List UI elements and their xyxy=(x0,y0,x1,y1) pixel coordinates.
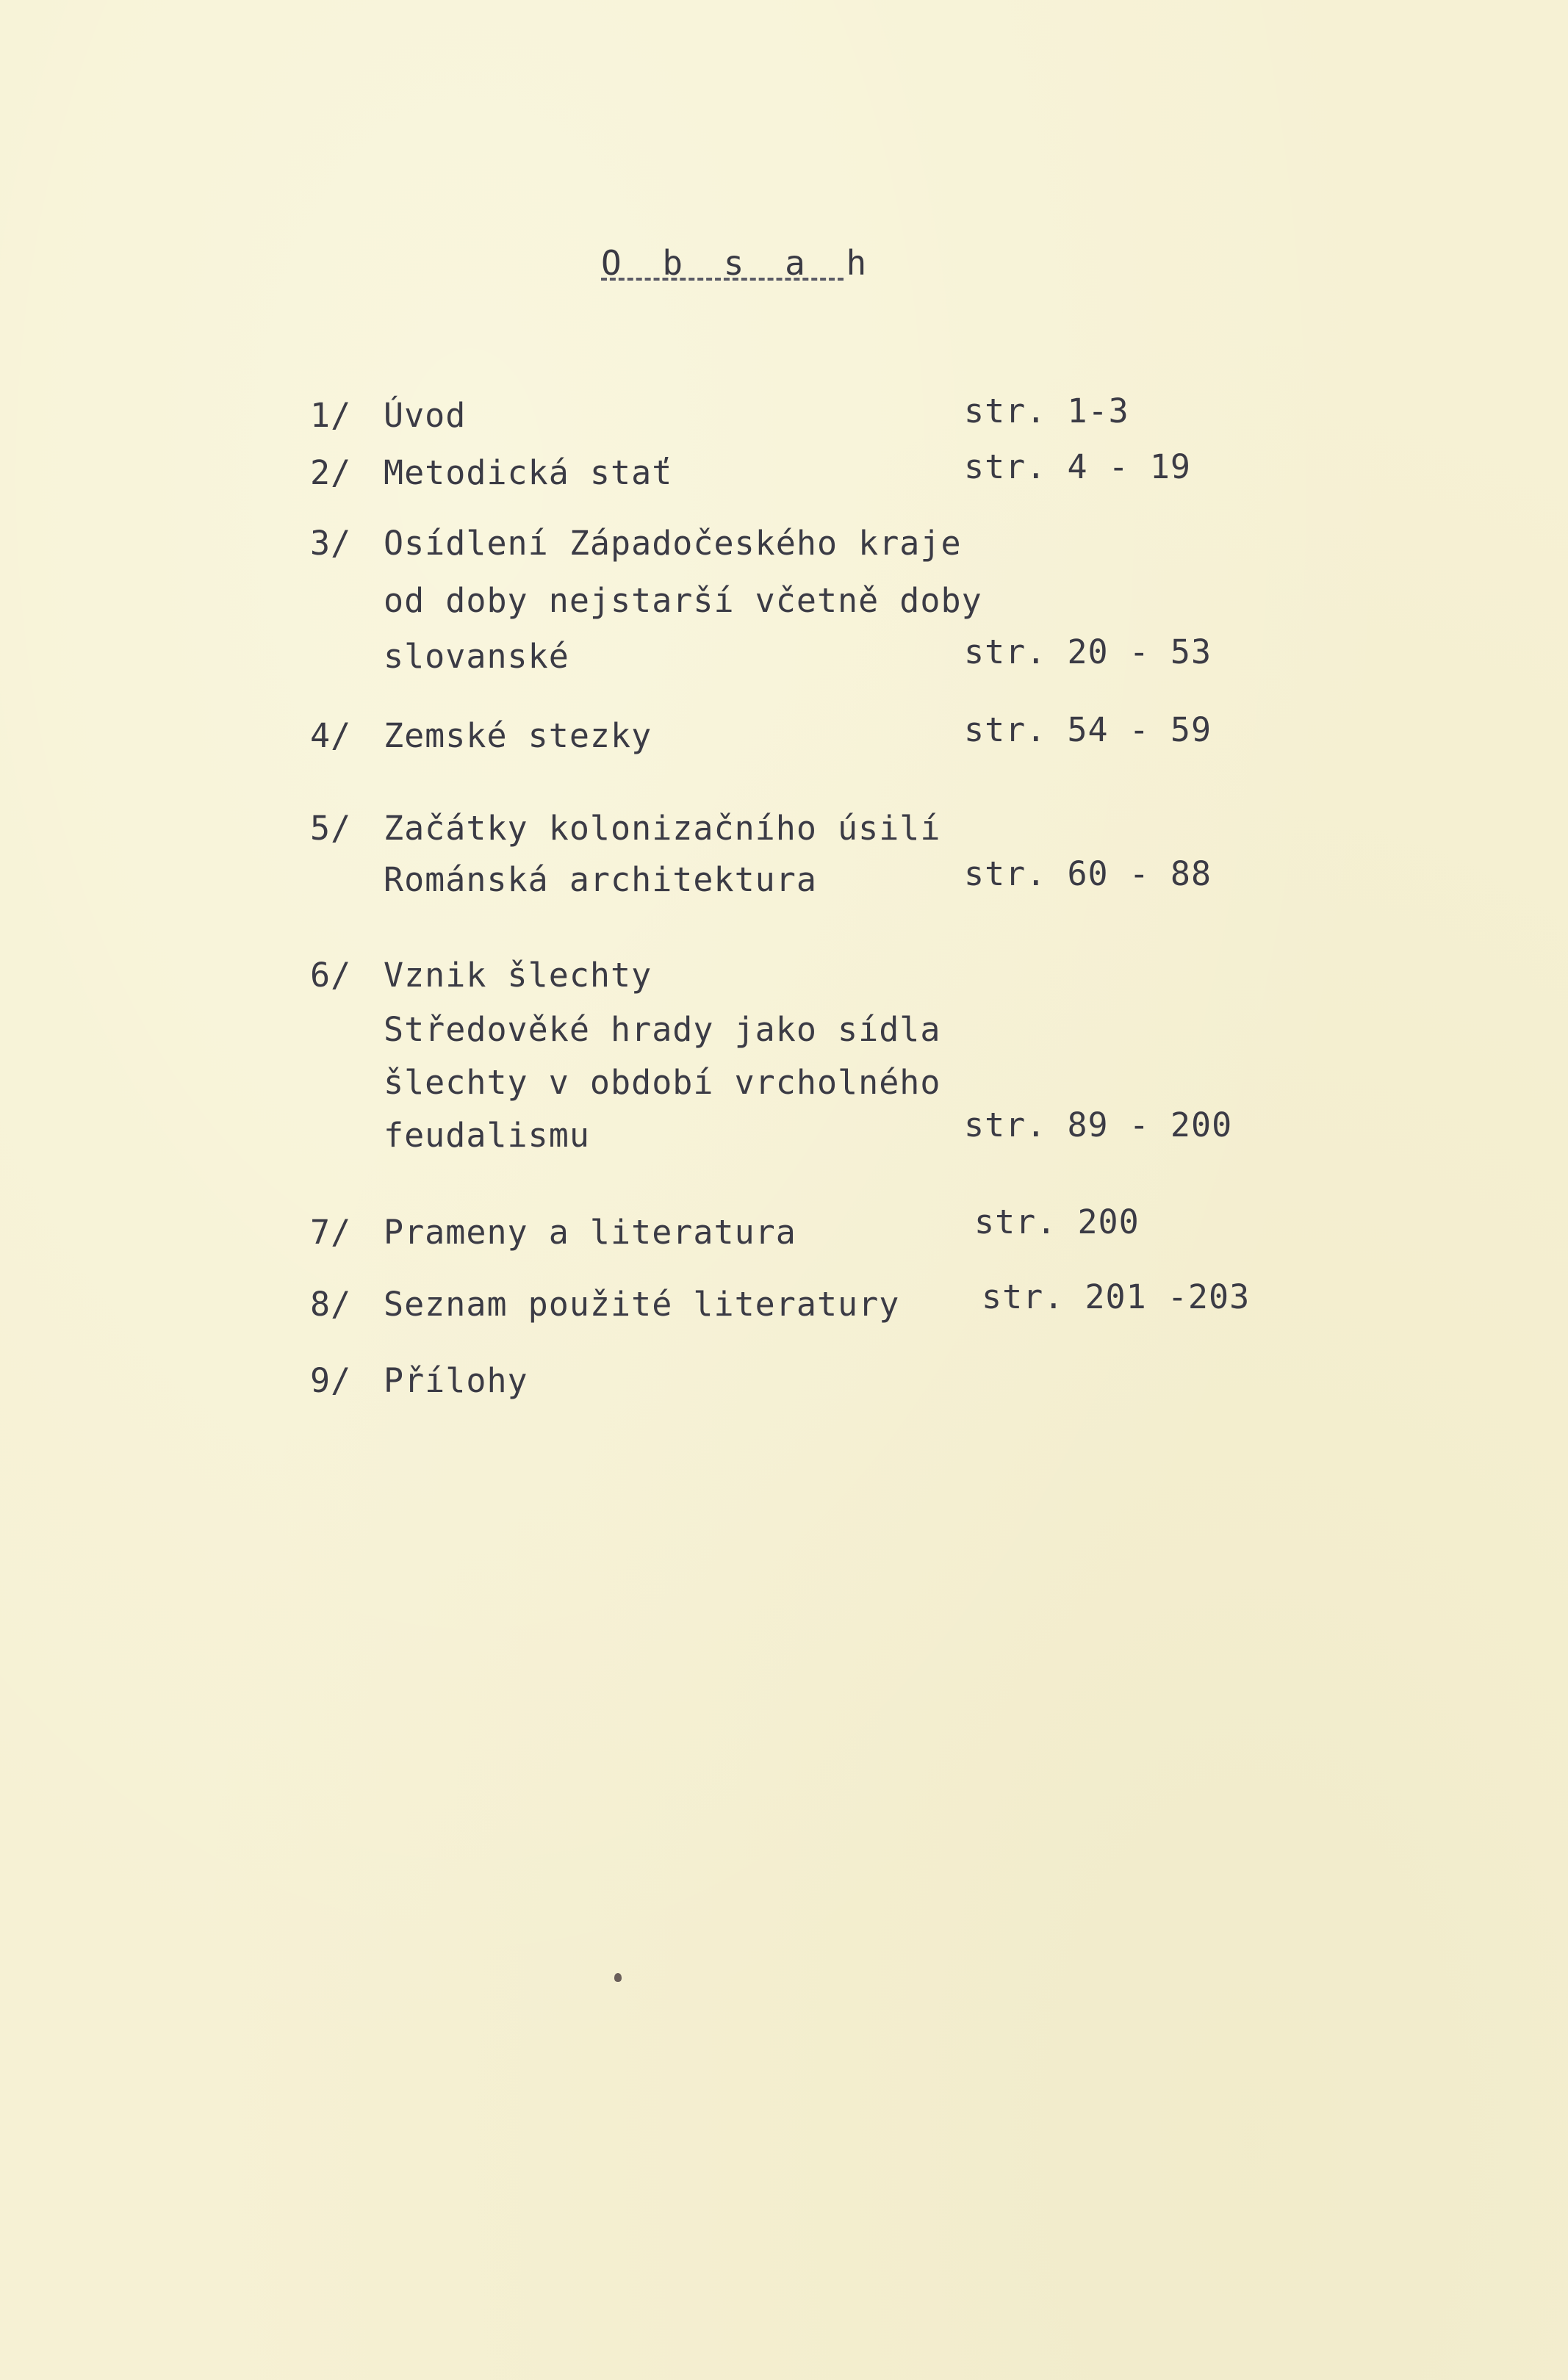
entry-pages: str. 200 xyxy=(974,1202,1140,1241)
entry-title: Vznik šlechty xyxy=(384,956,652,995)
entry-pages: str. 60 - 88 xyxy=(964,854,1212,893)
entry-pages: str. 20 - 53 xyxy=(964,632,1212,671)
entry-title: Prameny a literatura xyxy=(384,1213,796,1252)
entry-number: 1/ xyxy=(310,396,352,435)
entry-number: 9/ xyxy=(310,1361,352,1400)
entry-number: 3/ xyxy=(310,524,352,563)
entry-title-continued: šlechty v období vrcholného xyxy=(384,1063,941,1102)
ink-speck xyxy=(614,1973,622,1982)
entry-number: 6/ xyxy=(310,956,352,995)
entry-pages: str. 54 - 59 xyxy=(964,710,1212,749)
entry-title-continued: feudalismu xyxy=(384,1116,590,1155)
entry-title: Úvod xyxy=(384,396,467,435)
entry-number: 5/ xyxy=(310,809,352,848)
entry-title-continued: Středověké hrady jako sídla xyxy=(384,1010,941,1049)
entry-pages: str. 89 - 200 xyxy=(964,1106,1233,1144)
entry-title: Seznam použité literatury xyxy=(384,1285,900,1324)
entry-number: 7/ xyxy=(310,1213,352,1252)
entry-title-continued: slovanské xyxy=(384,637,569,676)
entry-title: Osídlení Západočeského kraje xyxy=(384,524,962,563)
entry-title: Začátky kolonizačního úsilí xyxy=(384,809,941,848)
entry-pages: str. 4 - 19 xyxy=(964,447,1192,486)
entry-number: 8/ xyxy=(310,1285,352,1324)
entry-title: Přílohy xyxy=(384,1361,528,1400)
entry-title-continued: Románská architektura xyxy=(384,860,817,899)
title-underline xyxy=(601,278,844,281)
entry-title: Zemské stezky xyxy=(384,716,652,755)
entry-number: 4/ xyxy=(310,716,352,755)
entry-title: Metodická stať xyxy=(384,453,673,492)
page-title: O b s a h xyxy=(601,243,877,283)
entry-title-continued: od doby nejstarší včetně doby xyxy=(384,581,982,620)
entry-pages: str. 201 -203 xyxy=(982,1277,1251,1316)
entry-number: 2/ xyxy=(310,453,352,492)
entry-pages: str. 1-3 xyxy=(964,392,1129,430)
